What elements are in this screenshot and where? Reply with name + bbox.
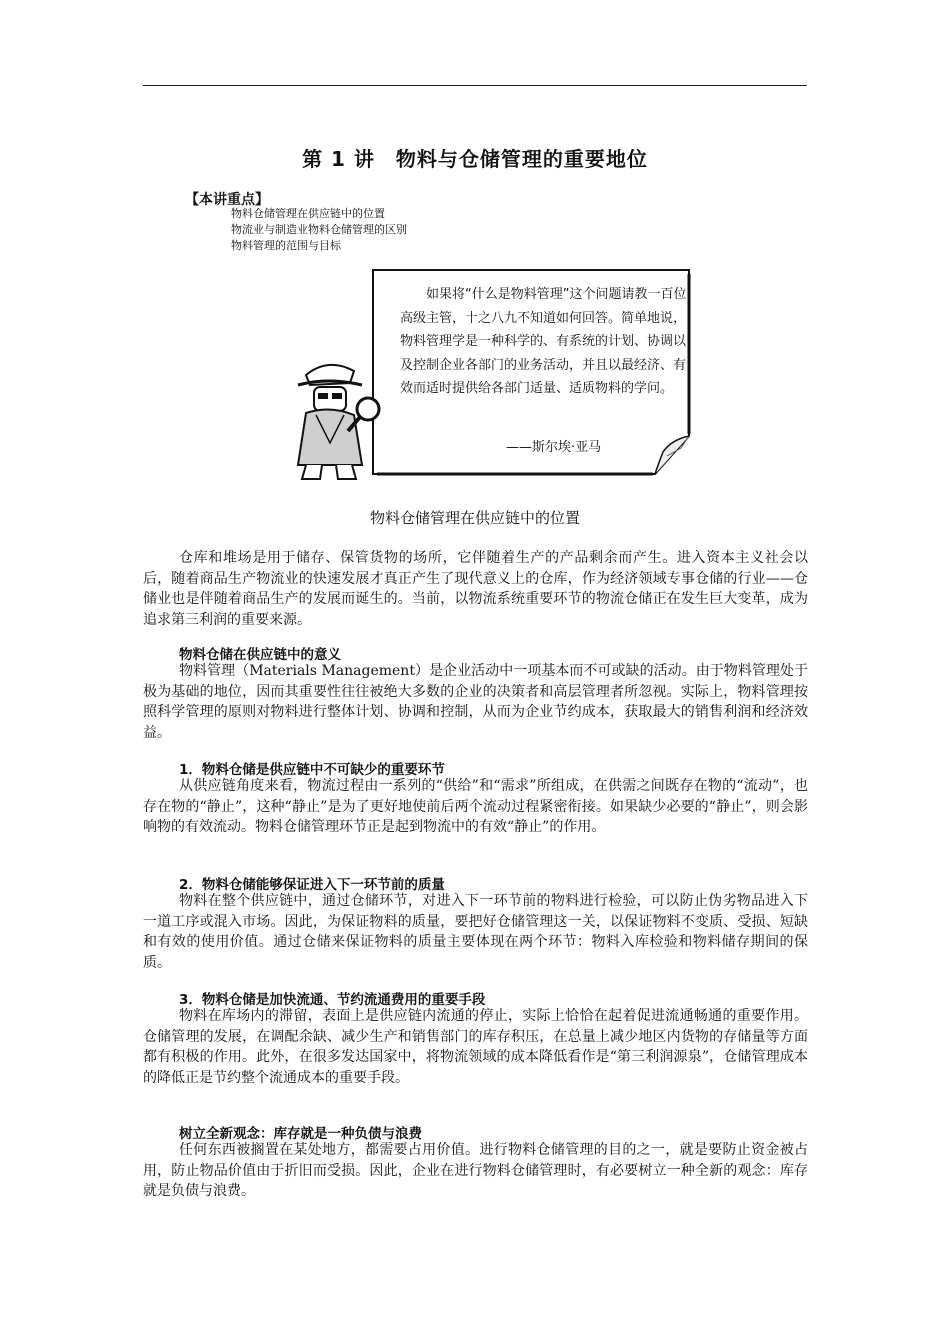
point-2-paragraph: 物料在整个供应链中，通过仓储环节，对进入下一环节前的物料进行检验，可以防止伪劣物品进入下一道工序或混入市场。因此，为保证物料的质量，要把好仓储管理这一关，以保证物料不变质、受损、短缺和有效的使用价值。通过仓储来保证物料的质量主要体现在两个环节：物料入库检验和物料储存期间的保质。 — [143, 893, 808, 971]
key-point-item: 物料仓储管理在供应链中的位置 — [231, 207, 385, 220]
point-2-heading: 2．物料仓储能够保证进入下一环节前的质量 — [179, 877, 445, 893]
key-points-heading: 【本讲重点】 — [185, 192, 269, 208]
concept-heading: 树立全新观念：库存就是一种负债与浪费 — [179, 1126, 422, 1142]
intro-paragraph: 仓库和堆场是用于储存、保管货物的场所，它伴随着生产的产品剩余而产生。进入资本主义社会以后，随着商品生产物流业的快速发展才真正产生了现代意义上的仓库，作为经济领域专事仓储的行业——仓储业也是伴随着商品生产的发展而诞生的。当前，以物流系统重要环节的物流仓储正在发生巨大变革，成为追求第三利润的重要来源。 — [143, 550, 808, 628]
key-points-list — [231, 206, 407, 254]
detective-icon — [276, 353, 386, 483]
point-1-heading: 1．物料仓储是供应链中不可缺少的重要环节 — [179, 762, 445, 778]
point-1-paragraph: 从供应链角度来看，物流过程由一系列的“供给”和“需求”所组成，在供需之间既存在物的“流动”，也存在物的“静止”，这种“静止”是为了更好地使前后两个流动过程紧密衔接。如果缺少必要的“静止”，则会影响物的有效流动。物料仓储管理环节正是起到物流中的有效“静止”的作用。 — [143, 778, 808, 835]
point-3-paragraph: 物料在库场内的滞留，表面上是供应链内流通的停止，实际上恰恰在起着促进流通畅通的重要作用。仓储管理的发展，在调配余缺、减少生产和销售部门的库存积压，在总量上减少地区内货物的存储量等方面都有积极的作用。此外，在很多发达国家中，将物流领域的成本降低看作是“第三利润源泉”，仓储管理成本的降低正是节约整个流通成本的重要手段。 — [143, 1008, 808, 1086]
key-point-item: 物流业与制造业物料仓储管理的区别 — [231, 223, 407, 236]
quote-author: ——斯尔埃·亚马 — [506, 440, 602, 455]
quote-text: 如果将“什么是物料管理”这个问题请教一百位高级主管，十之八九不知道如何回答。简单地说，物料管理学是一种科学的、有系统的计划、协调以及控制企业各部门的业务活动，并且以最经济、有效而适时提供给各部门适量、适质物料的学问。 — [400, 287, 687, 396]
concept-paragraph: 任何东西被搁置在某处地方，都需要占用价值。进行物料仓储管理的目的之一，就是要防止资金被占用，防止物品价值由于折旧而受损。因此，企业在进行物料仓储管理时，有必要树立一种全新的观念：库存就是负债与浪费。 — [143, 1142, 808, 1199]
meaning-paragraph: 物料管理（Materials Management）是企业活动中一项基本而不可或缺的活动。由于物料管理处于极为基础的地位，因而其重要性往往被绝大多数的企业的决策者和高层管理者所忽视。实际上，物料管理按照科学管理的原则对物料进行整体计划、协调和控制，从而为企业节约成本，获取最大的销售利润和经济效益。 — [143, 663, 808, 741]
point-3-heading: 3．物料仓储是加快流通、节约流通费用的重要手段 — [179, 992, 486, 1008]
meaning-heading: 物料仓储在供应链中的意义 — [179, 647, 341, 663]
page-title: 第 1 讲 物料与仓储管理的重要地位 — [302, 147, 648, 171]
header-rule — [143, 85, 807, 86]
key-point-item: 物料管理的范围与目标 — [231, 239, 341, 252]
section-title: 物料仓储管理在供应链中的位置 — [369, 509, 580, 527]
